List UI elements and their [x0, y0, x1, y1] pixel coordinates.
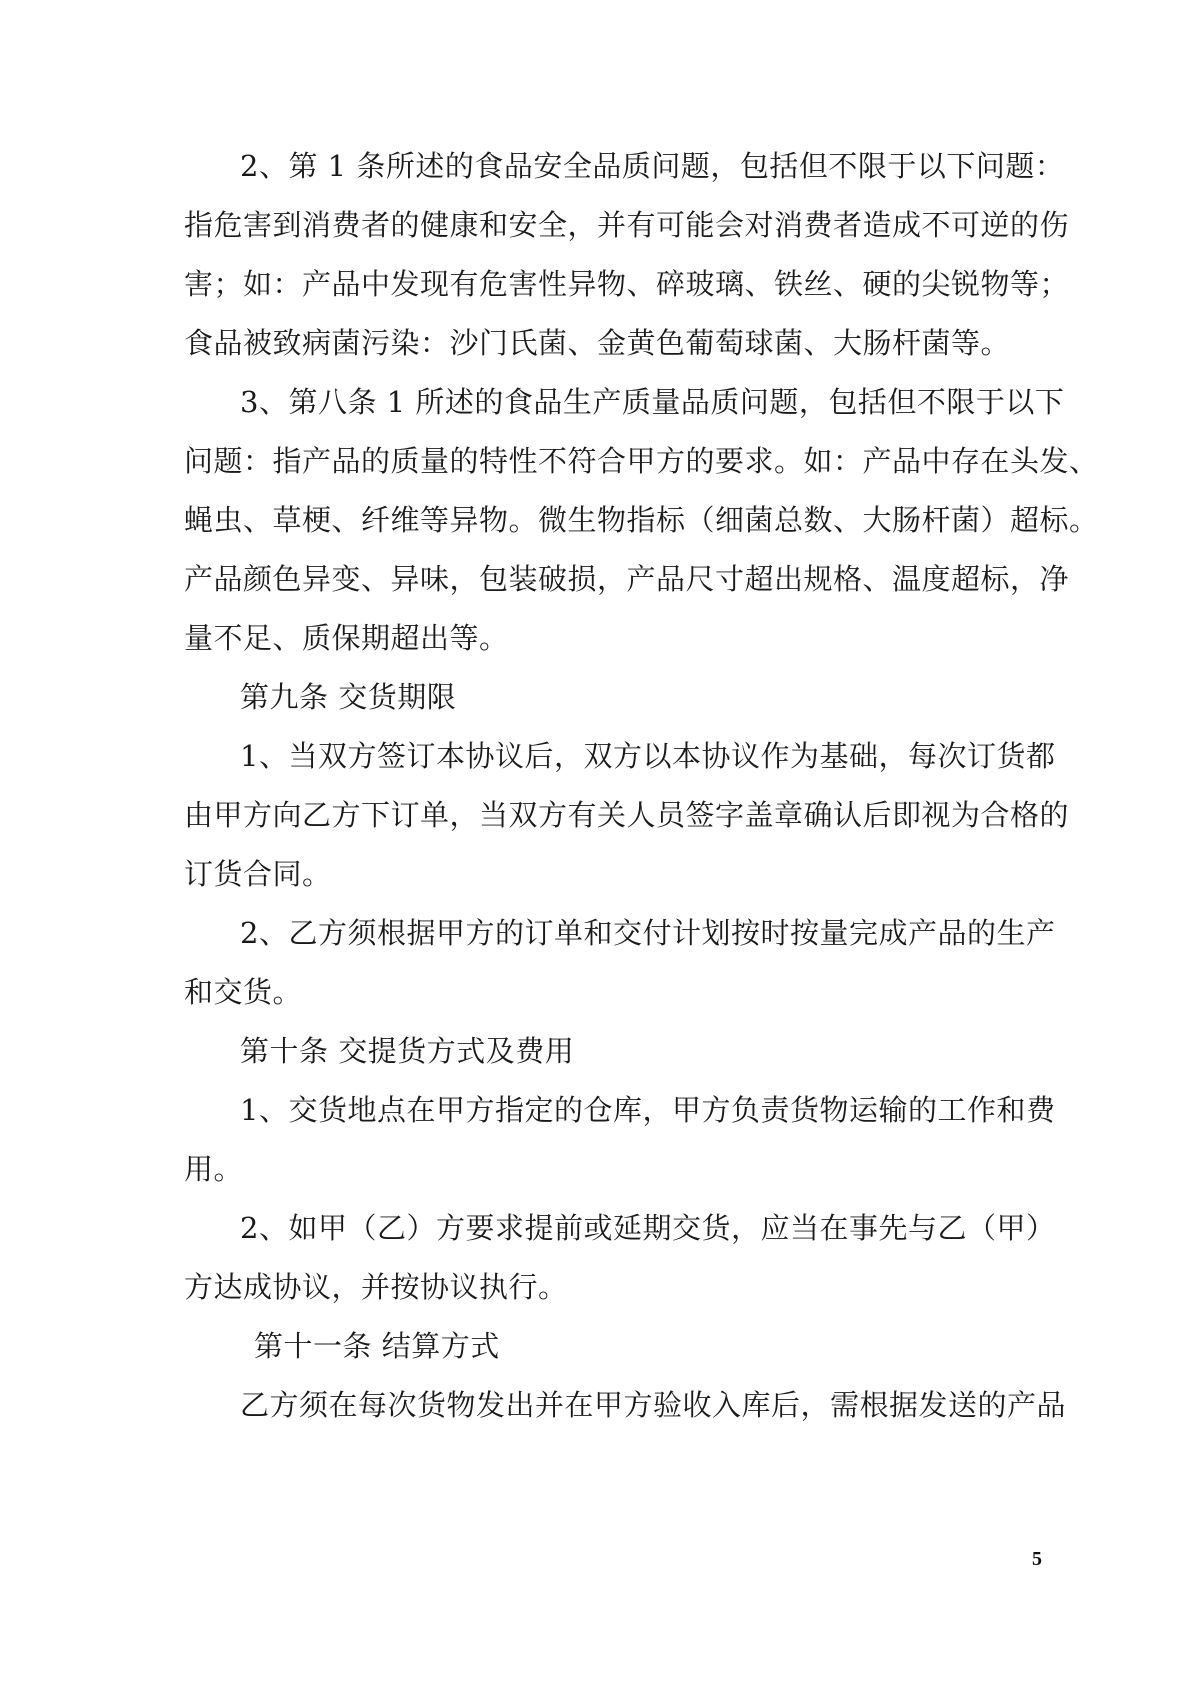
paragraph-line: 食品被致病菌污染：沙门氏菌、金黄色葡萄球菌、大肠杆菌等。 — [184, 326, 1011, 360]
paragraph-line: 由甲方向乙方下订单，当双方有关人员签字盖章确认后即视为合格的 — [184, 798, 1070, 832]
paragraph-line: 2、乙方须根据甲方的订单和交付计划按时按量完成产品的生产 — [240, 916, 1056, 950]
paragraph-line: 1、交货地点在甲方指定的仓库，甲方负责货物运输的工作和费 — [240, 1093, 1056, 1127]
paragraph-line: 订货合同。 — [184, 857, 332, 891]
paragraph-line: 用。 — [184, 1152, 244, 1186]
paragraph-line: 2、如甲（乙）方要求提前或延期交货，应当在事先与乙（甲） — [240, 1211, 1056, 1245]
section-heading: 第十条 交提货方式及费用 — [240, 1034, 575, 1068]
paragraph-line: 3、第八条 1 所述的食品生产质量品质问题，包括但不限于以下 — [240, 385, 1065, 419]
paragraph-line: 方达成协议，并按协议执行。 — [184, 1270, 568, 1304]
section-heading: 第十一条 结算方式 — [254, 1329, 500, 1363]
section-heading: 第九条 交货期限 — [240, 680, 457, 714]
paragraph-line: 问题：指产品的质量的特性不符合甲方的要求。如：产品中存在头发、 — [184, 444, 1099, 478]
paragraph-line: 乙方须在每次货物发出并在甲方验收入库后，需根据发送的产品 — [240, 1388, 1067, 1422]
paragraph-line: 产品颜色异变、异味，包装破损，产品尺寸超出规格、温度超标，净 — [184, 562, 1070, 596]
paragraph-line: 2、第 1 条所述的食品安全品质问题，包括但不限于以下问题： — [240, 149, 1065, 183]
paragraph-line: 蝇虫、草梗、纤维等异物。微生物指标（细菌总数、大肠杆菌）超标。 — [184, 503, 1099, 537]
paragraph-line: 1、当双方签订本协议后，双方以本协议作为基础，每次订货都 — [240, 739, 1056, 773]
paragraph-line: 害；如：产品中发现有危害性异物、碎玻璃、铁丝、硬的尖锐物等； — [184, 267, 1070, 301]
paragraph-line: 量不足、质保期超出等。 — [184, 621, 509, 655]
page-number: 5 — [1032, 1548, 1042, 1570]
paragraph-line: 指危害到消费者的健康和安全，并有可能会对消费者造成不可逆的伤 — [184, 208, 1070, 242]
paragraph-line: 和交货。 — [184, 975, 303, 1009]
